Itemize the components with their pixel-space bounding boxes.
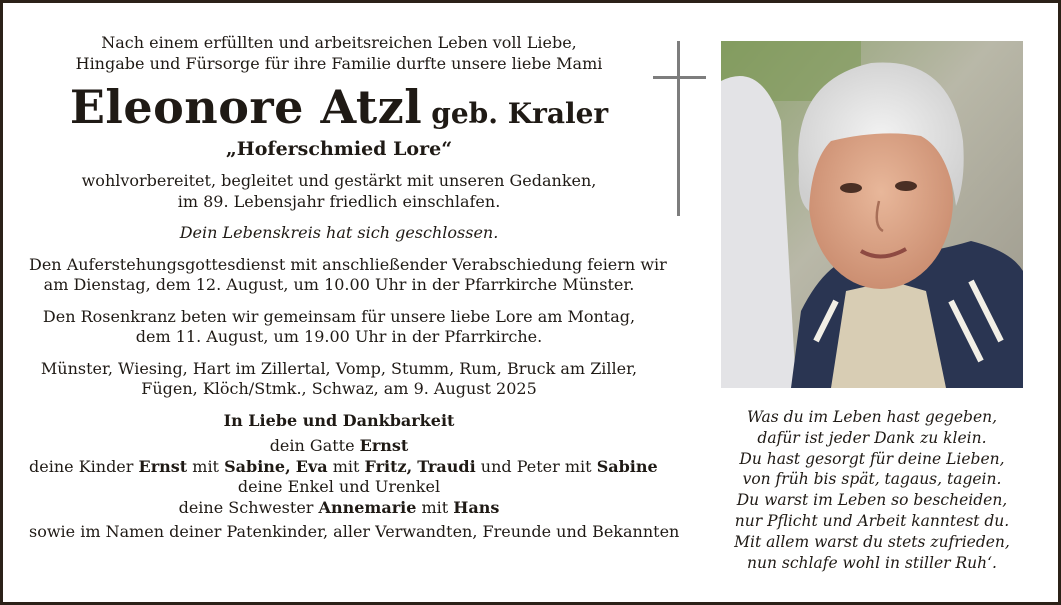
service-line: Den Auferstehungsgottesdienst mit anschließender Verabschiedung feiern wir xyxy=(29,254,667,274)
poem-line: Was du im Leben hast gegeben, xyxy=(746,408,998,426)
child-name: Ernst xyxy=(138,456,188,476)
poem-line: Du hast gesorgt für deine Lieben, xyxy=(739,449,1005,468)
poem-line: nun schlafe wohl in stiller Ruh‘. xyxy=(747,553,997,572)
poem-line: von früh bis spät, tagaus, tagein. xyxy=(742,470,1002,489)
places-date xyxy=(29,359,649,400)
partner-name: Sabine xyxy=(596,456,658,476)
sister-prefix: deine Schwester xyxy=(178,497,314,517)
mourners xyxy=(29,410,680,543)
spouse-name: Ernst xyxy=(359,436,409,455)
spouse-prefix: dein Gatte xyxy=(269,436,355,455)
children-prefix: deine Kinder xyxy=(29,456,134,476)
service-line: am Dienstag, dem 12. August, um 10.00 Uhr in der Pfarrkirche Münster. xyxy=(43,275,635,294)
places-line: Münster, Wiesing, Hart im Zillertal, Vomp, Stumm, Rum, Bruck am Ziller, xyxy=(40,358,638,378)
grandchildren-line: deine Enkel und Urenkel xyxy=(237,477,441,496)
poem-line: dafür ist jeder Dank zu klein. xyxy=(757,428,987,447)
poem-line: Mit allem warst du stets zufrieden, xyxy=(734,532,1010,551)
cross-icon xyxy=(677,41,680,216)
full-name: Eleonore Atzl xyxy=(69,80,423,134)
child-name: Traudi xyxy=(417,456,476,476)
closing-line: sowie im Namen deiner Patenkinder, aller Verwandten, Freunde und Bekannten xyxy=(29,522,680,541)
partner-name: Fritz, xyxy=(364,456,413,476)
poem xyxy=(721,407,1023,573)
funeral-service xyxy=(29,254,667,296)
rosary-line: Den Rosenkranz beten wir gemeinsam für unsere liebe Lore am Montag, xyxy=(42,306,636,326)
sister-partner-name: Hans xyxy=(453,497,500,517)
poem-line: nur Pflicht und Arbeit kanntest du. xyxy=(734,511,1010,530)
spouse-line xyxy=(29,436,649,457)
portrait-photo xyxy=(721,41,1023,388)
nickname: „Hoferschmied Lore“ xyxy=(225,138,453,160)
child-name: Eva xyxy=(295,456,328,476)
with-text: mit xyxy=(421,497,449,517)
mourners-heading: In Liebe und Dankbarkeit xyxy=(223,410,455,430)
birth-name: geb. Kraler xyxy=(431,97,609,130)
with-text: mit xyxy=(192,456,219,476)
children-line xyxy=(29,456,658,478)
intro-line: Nach einem erfüllten und arbeitsreichen Leben voll Liebe, xyxy=(101,33,577,52)
partner-name: Sabine, xyxy=(224,456,291,476)
places-line: Fügen, Klöch/Stmk., Schwaz, am 9. August 2025 xyxy=(141,379,537,398)
passing-line: wohlvorbereitet, begleitet und gestärkt mit unseren Gedanken, xyxy=(81,171,597,190)
rosary-line: dem 11. August, um 19.00 Uhr in der Pfarrkirche. xyxy=(135,327,543,346)
with-text: und Peter mit xyxy=(480,456,592,476)
deceased-name xyxy=(29,80,649,134)
poem-line: Du warst im Leben so bescheiden, xyxy=(736,491,1008,510)
intro-line: Hingabe und Fürsorge für ihre Familie durfte unsere liebe Mami xyxy=(75,53,603,73)
intro xyxy=(29,33,649,74)
rosary xyxy=(29,307,649,348)
passing-text xyxy=(29,171,649,212)
passing-line: im 89. Lebensjahr friedlich einschlafen. xyxy=(177,191,501,211)
cross-icon-bar xyxy=(653,76,706,79)
sister-name: Annemarie xyxy=(318,497,417,517)
motto: Dein Lebenskreis hat sich geschlossen. xyxy=(179,223,499,242)
sister-line xyxy=(29,498,649,519)
obituary-text xyxy=(29,33,680,543)
with-text: mit xyxy=(332,456,360,476)
